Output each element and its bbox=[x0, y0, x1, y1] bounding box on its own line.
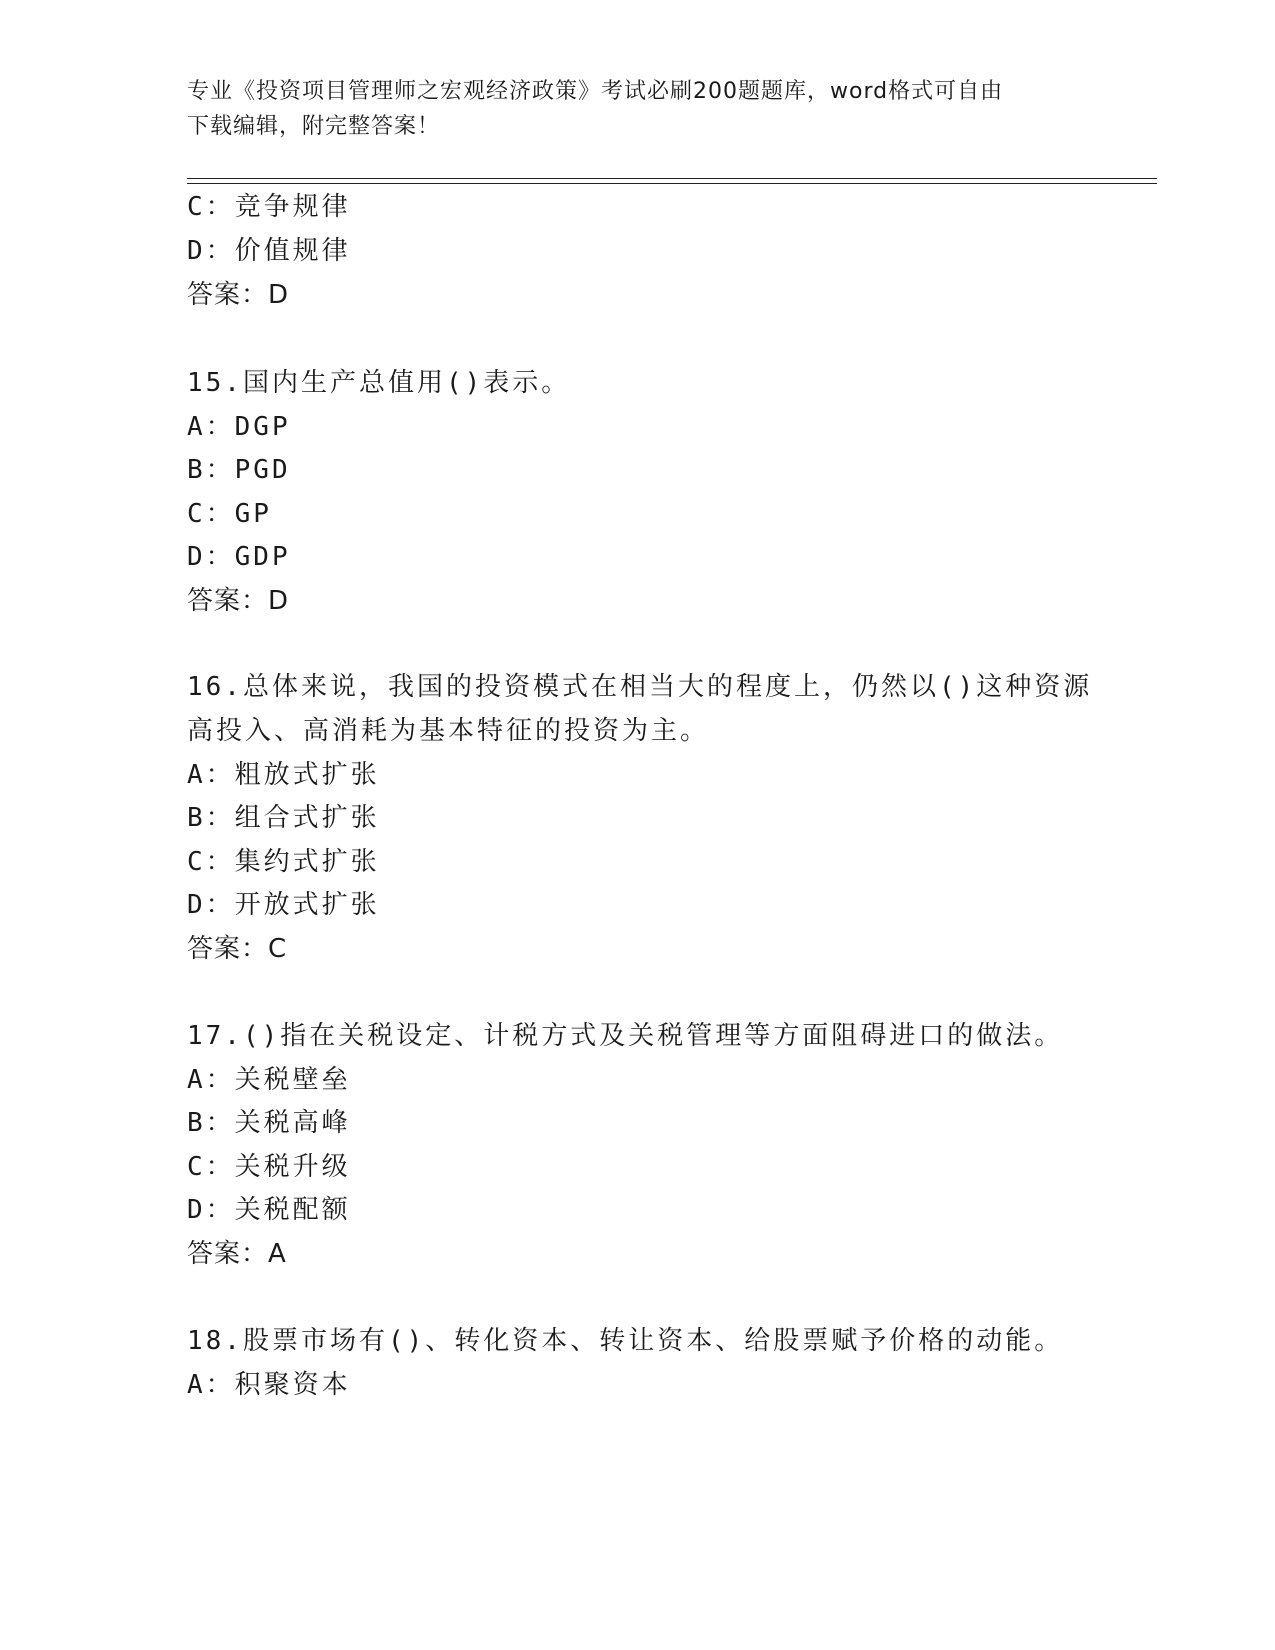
header-divider bbox=[187, 178, 1157, 184]
option-c: C：竞争规律 bbox=[187, 192, 351, 222]
option-b: B：关税高峰 bbox=[187, 1108, 351, 1138]
option-b: B：组合式扩张 bbox=[187, 803, 380, 833]
answer: 答案：D bbox=[187, 586, 290, 616]
option-b: B：PGD bbox=[187, 455, 291, 485]
option-a: A：粗放式扩张 bbox=[187, 760, 380, 790]
question-15: 15.国内生产总值用()表示。 bbox=[187, 368, 571, 398]
option-c: C：GP bbox=[187, 499, 272, 529]
question-16: 16.总体来说，我国的投资模式在相当大的程度上，仍然以()这种资源 bbox=[187, 672, 1093, 702]
question-17: 17.()指在关税设定、计税方式及关税管理等方面阻碍进口的做法。 bbox=[187, 1021, 1064, 1051]
option-d: D：价值规律 bbox=[187, 236, 351, 266]
answer: 答案：C bbox=[187, 934, 288, 964]
option-c: C：关税升级 bbox=[187, 1152, 351, 1182]
question-16-continued: 高投入、高消耗为基本特征的投资为主。 bbox=[187, 716, 710, 746]
option-a: A：DGP bbox=[187, 412, 291, 442]
document-header bbox=[187, 74, 1067, 144]
option-a: A：关税壁垒 bbox=[187, 1065, 351, 1095]
question-18: 18.股票市场有()、转化资本、转让资本、给股票赋予价格的动能。 bbox=[187, 1326, 1064, 1356]
option-a: A：积聚资本 bbox=[187, 1370, 351, 1400]
header-line-1: 专业《投资项目管理师之宏观经济政策》考试必刷200题题库，word格式可自由 bbox=[187, 79, 1004, 104]
answer: 答案：D bbox=[187, 280, 290, 310]
option-d: D：GDP bbox=[187, 542, 291, 572]
answer: 答案：A bbox=[187, 1239, 287, 1269]
option-d: D：开放式扩张 bbox=[187, 890, 380, 920]
option-c: C：集约式扩张 bbox=[187, 847, 380, 877]
option-d: D：关税配额 bbox=[187, 1195, 351, 1225]
header-line-2: 下载编辑，附完整答案！ bbox=[187, 114, 441, 139]
